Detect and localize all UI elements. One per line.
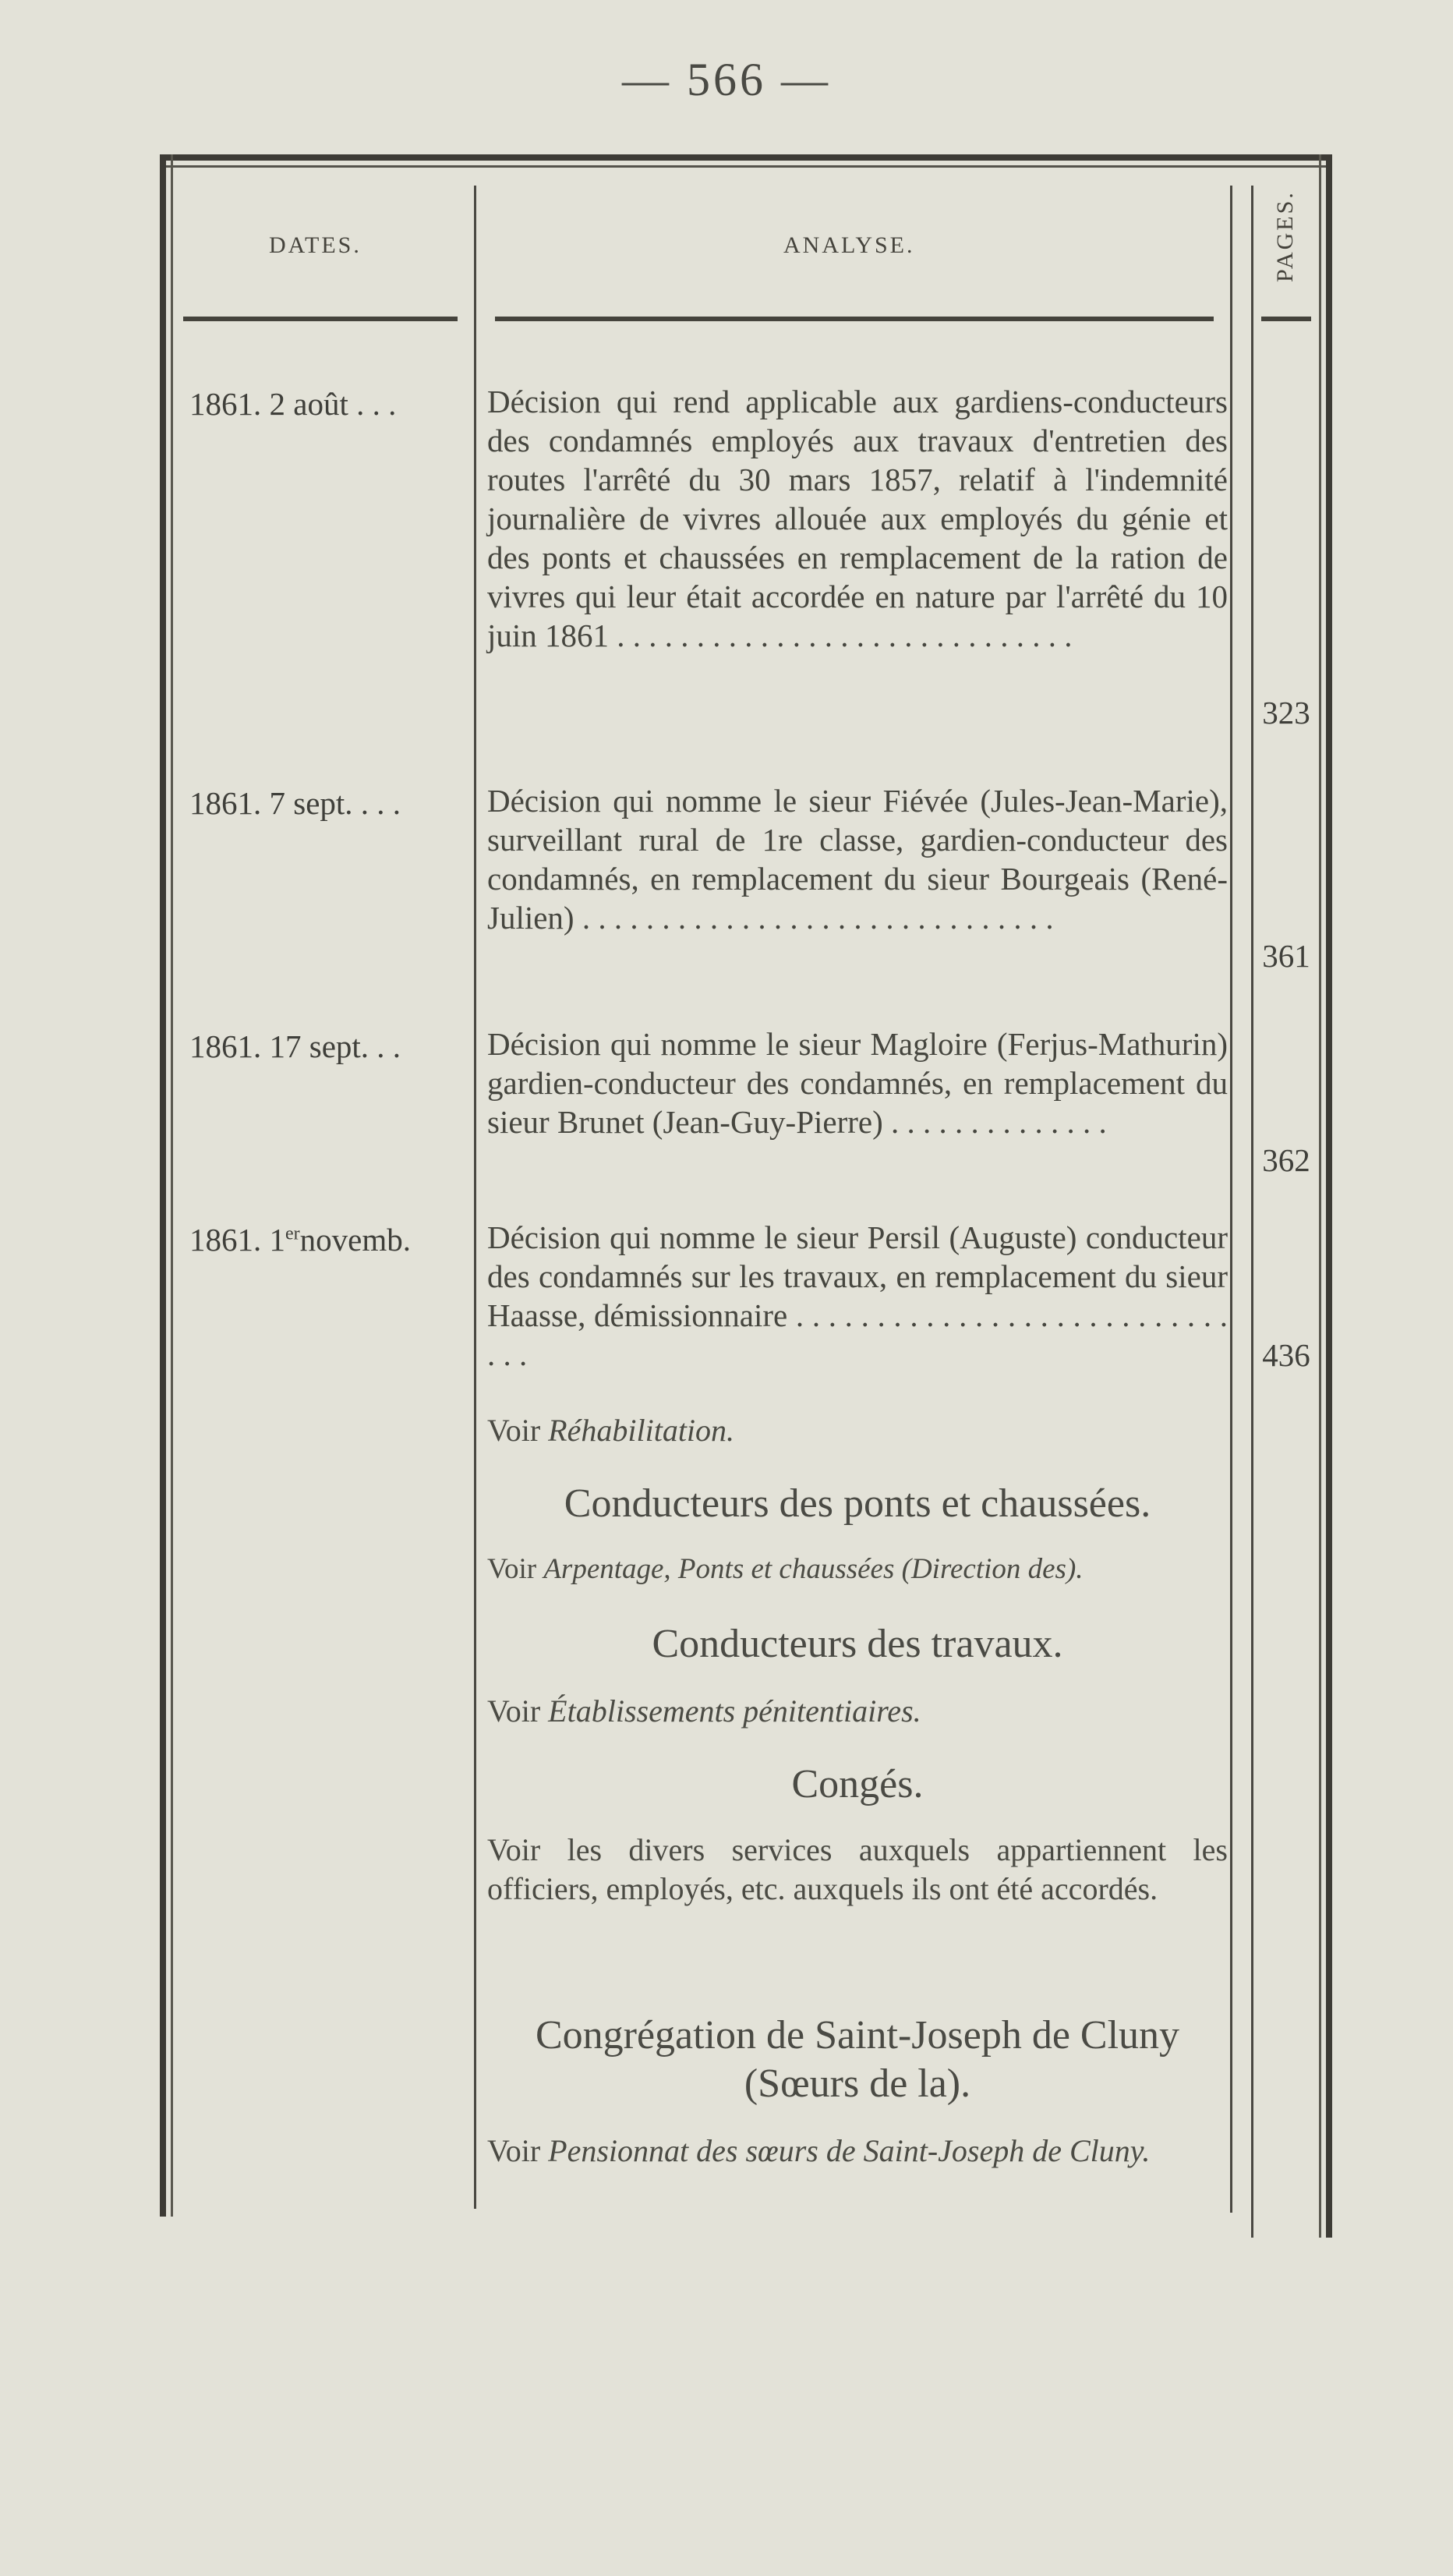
column-divider-dates	[474, 186, 476, 2209]
section-heading: Congés.	[791, 1762, 924, 1806]
table-border-left	[160, 154, 166, 2217]
column-divider-pages	[1251, 186, 1253, 2238]
entry-date: 1861. 2 août . . .	[189, 386, 397, 422]
see-link: Établissements pénitentiaires.	[548, 1693, 921, 1729]
entry-text: Décision qui nomme le sieur Fiévée (Jules-Jean-Marie), surveillant rural de 1re classe, gardien-conducteur des condamnés, en remplacement du sieur Bourgeais (René-Julien) . . . . . . . . . . . . . . . . . . . . . . . . . . . . . .	[487, 783, 1228, 936]
see-prefix: Voir	[487, 1693, 549, 1729]
header-analyse: ANALYSE.	[783, 232, 915, 258]
see-prefix: Voir	[487, 2133, 549, 2168]
see-link: Arpentage, Ponts et chaussées (Direction des).	[543, 1553, 1084, 1585]
see-prefix: Voir	[487, 1413, 549, 1448]
entry-page: 362	[1262, 1142, 1310, 1178]
see-link: Réhabilitation.	[548, 1413, 735, 1448]
entry-text: Décision qui nomme le sieur Magloire (Ferjus-Mathurin) gardien-conducteur des condamnés, en remplacement du sieur Brunet (Jean-Guy-Pierre) . . . . . . . . . . . . . .	[487, 1026, 1228, 1140]
entry-date: 1861. 7 sept. . . .	[189, 785, 401, 821]
index-table	[160, 154, 1332, 2238]
table-border-top	[160, 154, 1332, 161]
entry-date	[189, 1221, 470, 1258]
see-reference	[487, 2132, 1228, 2171]
entry-page: 323	[1262, 695, 1310, 731]
table-border-right	[1326, 154, 1332, 2238]
table-border-left-inner	[171, 154, 173, 2217]
see-link: Pensionnat des sœurs de Saint-Joseph de Cluny.	[548, 2133, 1151, 2168]
section-heading: Congrégation de Saint-Joseph de Cluny (Sœurs de la).	[535, 2013, 1180, 2106]
entry-date: 1861. 17 sept. . .	[189, 1028, 401, 1064]
entry-date-main: 1861. 1	[189, 1222, 285, 1258]
see-prefix: Voir	[487, 1553, 544, 1585]
entry-page: 361	[1262, 938, 1310, 974]
entry-date-tail: novemb.	[299, 1222, 411, 1258]
section-heading: Conducteurs des travaux.	[652, 1622, 1063, 1666]
table-border-right-inner	[1319, 154, 1321, 2238]
page-number: — 566 —	[622, 54, 831, 105]
see-reference	[487, 1692, 1228, 1731]
see-reference	[487, 1550, 1228, 1589]
see-text: Voir les divers services auxquels appartiennent les officiers, employés, etc. auxquels ils ont été accordés.	[487, 1832, 1228, 1906]
entry-text: Décision qui nomme le sieur Persil (Auguste) conducteur des condamnés sur les travaux, en remplacement du sieur Haasse, démissionnaire . . . . . . . . . . . . . . . . . . . . . . . . . . . . . .	[487, 1219, 1228, 1372]
table-border-top-inner	[160, 165, 1332, 168]
see-reference	[487, 1831, 1228, 1909]
column-divider-analyse	[1230, 186, 1232, 2213]
see-reference	[487, 1411, 1228, 1450]
header-pages: PAGES.	[1272, 190, 1298, 282]
entry-page: 436	[1262, 1337, 1310, 1373]
header-rule-pages	[1261, 317, 1311, 321]
entry-text: Décision qui rend applicable aux gardiens-conducteurs des condamnés employés aux travaux d'entretien des routes l'arrêté du 30 mars 1857, relatif à l'indemnité journalière de vivres allouée aux employés du génie et des ponts et chaussées en remplacement de la ration de vivres qui leur était accordée en nature par l'arrêté du 10 juin 1861 . . . . . . . . . . . . . . . . . . . . . . . . . . . . .	[487, 384, 1228, 653]
header-rule-dates	[183, 317, 458, 321]
header-dates: DATES.	[269, 232, 362, 258]
section-heading: Conducteurs des ponts et chaussées.	[564, 1481, 1151, 1526]
entry-date-sup: er	[285, 1223, 300, 1244]
header-rule-analyse	[495, 317, 1214, 321]
